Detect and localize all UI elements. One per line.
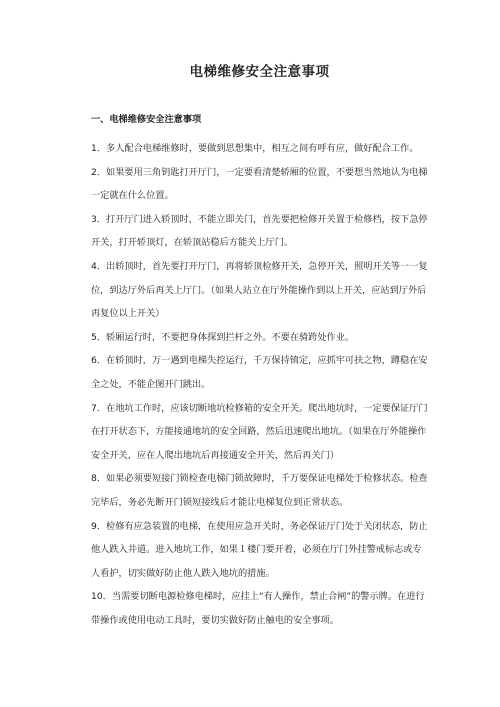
- list-item: [91, 137, 428, 161]
- list-item: [91, 161, 428, 208]
- list-item: [91, 255, 428, 326]
- item-text: 如果要用三角钥匙打开厅门，一定要看清楚轿厢的位置，不要想当然地认为电梯一定就在什么位置。: [91, 166, 428, 202]
- item-number: 8．: [91, 473, 107, 485]
- item-text: 如果必须要短接门锁检查电梯门锁故障时，千万要保证电梯处于检修状态。检查完毕后，务必先断开门锁短接线后才能让电梯复位到正常状态。: [91, 473, 428, 508]
- item-number: 6．: [91, 355, 107, 367]
- document-title: 电梯维修安全注意事项: [189, 64, 330, 80]
- item-text: 多人配合电梯维修时，要做到思想集中，相互之间有呼有应，做好配合工作。: [106, 143, 419, 154]
- list-item: [91, 349, 428, 396]
- item-text: 在轿顶时，万一遇到电梯失控运行，千万保持镇定，应抓牢可扶之物，蹲稳在安全之处，不能企图开门跳出。: [91, 355, 428, 390]
- item-number: 2．: [91, 166, 107, 178]
- item-number: 10．: [91, 591, 112, 603]
- list-item: [91, 326, 428, 350]
- item-text: 在地坑工作时，应该切断地坑检修箱的安全开关。爬出地坑时，一定要保证厅门在打开状态下，方能接通地坑的安全回路，然后迅速爬出地坑。（如果在厅外能操作安全开关，应在人爬出地坑后再接通安全开关，然后再关门）: [91, 402, 428, 461]
- list-item: [91, 397, 428, 468]
- item-number: 3．: [91, 213, 107, 225]
- item-number: 5．: [91, 331, 107, 343]
- list-item: [91, 585, 428, 632]
- item-text: 打开厅门进入轿顶时，不能立即关门，首先要把检修开关置于检修档，按下急停开关，打开轿顶灯，在轿顶站稳后方能关上厅门。: [91, 213, 428, 249]
- item-text: 检修有应急装置的电梯，在使用应急开关时，务必保证厅门处于关闭状态，防止他人跌入井道。进入地坑工作，如果１楼门要开着，必须在厅门外挂警戒标志或专人看护，切实做好防止他人跌入地坑的措施。: [91, 520, 428, 579]
- item-number: 1．: [91, 143, 107, 154]
- item-number: 9．: [91, 520, 107, 532]
- section-heading: 一、电梯维修安全注意事项: [91, 114, 202, 125]
- list-item: [91, 467, 428, 514]
- item-text: 轿厢运行时，不要把身体探到拦杆之外。不要在骑跨处作业。: [106, 331, 355, 343]
- list-item: [91, 208, 428, 255]
- item-text: 出轿顶时，首先要打开厅门，再将轿顶检修开关，急停开关，照明开关等一一复位，到达厅外后再关上厅门。（如果人站立在厅外能操作到以上开关，应站到厅外后再复位以上开关）: [91, 260, 428, 320]
- item-text: 当需要切断电源检修电梯时，应挂上“有人操作，禁止合闸”的警示牌。在进行带操作或使用电动工具时，要切实做好防止触电的安全事项。: [91, 591, 425, 626]
- item-number: 4．: [91, 260, 107, 272]
- item-number: 7．: [91, 402, 107, 414]
- list-item: [91, 515, 428, 586]
- precautions-list: [91, 137, 428, 632]
